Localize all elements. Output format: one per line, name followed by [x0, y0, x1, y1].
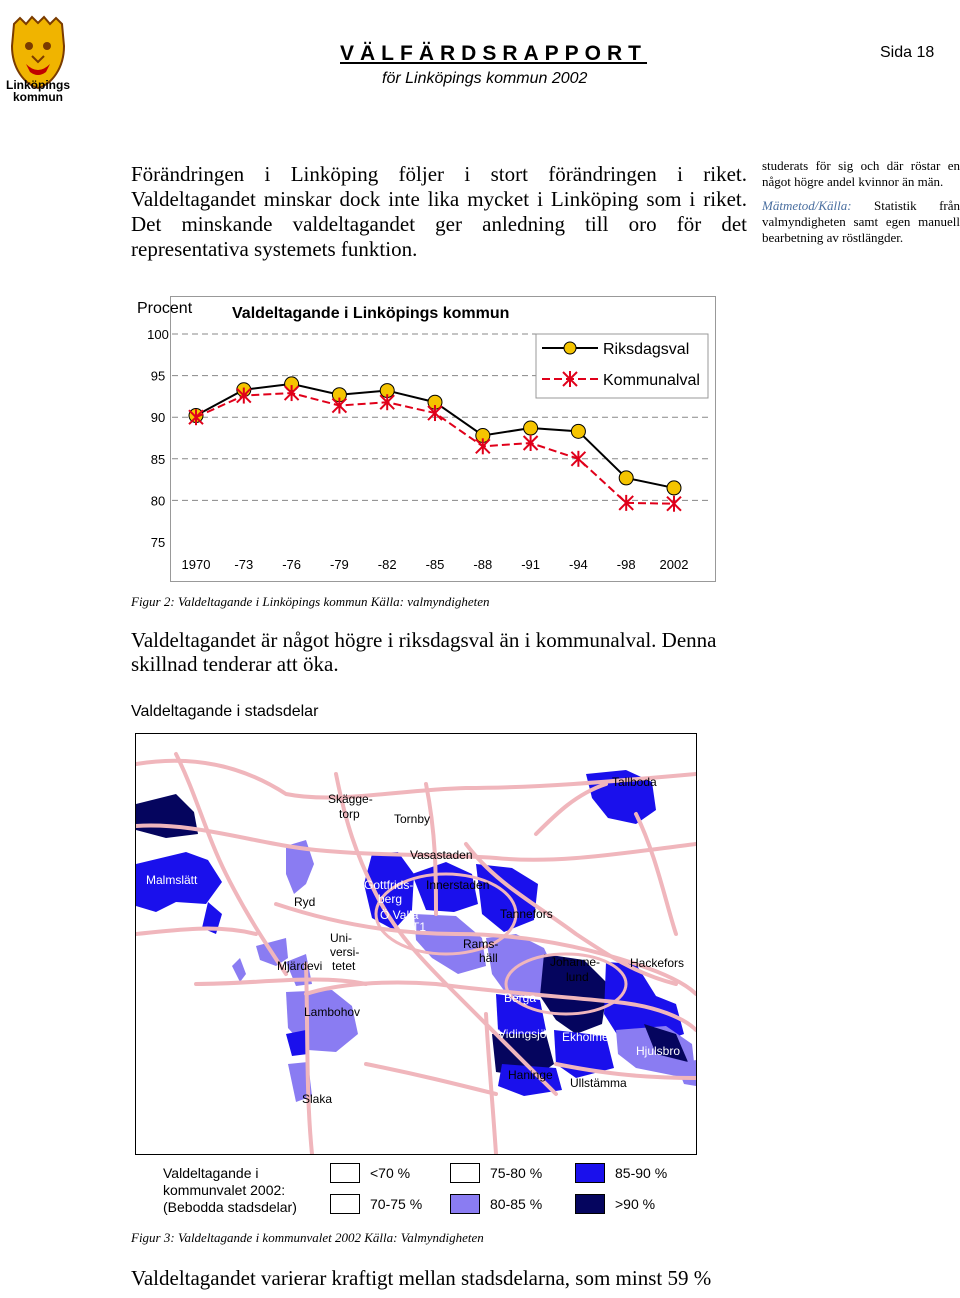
x-tick-label: -79 [330, 557, 349, 572]
report-subtitle: för Linköpings kommun 2002 [382, 70, 588, 87]
chart-title: Valdeltagande i Linköpings kommun [232, 305, 510, 322]
y-tick-label: 90 [150, 410, 166, 426]
label-vidingsjo: Vidingsjö [498, 1027, 547, 1041]
point-kommunalval [524, 435, 538, 451]
label-o-valla: Ö Valla [380, 908, 419, 922]
x-tick-label: -85 [425, 557, 445, 572]
x-tick-label: -98 [616, 557, 636, 572]
label-ekholmen: Ekholmen [562, 1030, 616, 1044]
map-title: Valdeltagande i stadsdelar [131, 703, 319, 720]
legend-label-riksdagsval: Riksdagsval [603, 341, 690, 358]
label-hackefors: Hackefors [630, 956, 685, 970]
district-shape-nw [136, 794, 198, 838]
label-ramshall-1: Rams- [463, 937, 499, 951]
legend-label-gt90: >90 % [615, 1196, 656, 1212]
report-title: VÄLFÄRDSRAPPORT [340, 42, 648, 65]
figure-2-caption: Figur 2: Valdeltagande i Linköpings kommun Källa: valmyndigheten [131, 594, 490, 609]
legend-label-lt70: <70 % [370, 1165, 411, 1181]
legend-swatch-80-85 [450, 1194, 480, 1214]
legend-swatch-gt90 [575, 1194, 605, 1214]
point-kommunalval [285, 385, 299, 401]
label-tannefors: Tannefors [500, 907, 553, 921]
legend-swatch-lt70 [330, 1163, 360, 1183]
map-legend-title [163, 1165, 297, 1216]
chart-y-ticks [147, 327, 169, 550]
label-t1: T1 [412, 920, 427, 934]
x-tick-label: 1970 [181, 557, 211, 572]
y-tick-label: 95 [150, 368, 166, 384]
legend-title-line3: (Bebodda stadsdelar) [163, 1199, 297, 1215]
chart-x-ticks [182, 557, 689, 572]
label-gottfridsberg-2: berg [378, 892, 403, 906]
label-universitetet-3: tetet [332, 959, 356, 973]
label-tallboda: Tallboda [612, 775, 657, 789]
label-malmslatt: Malmslätt [146, 873, 198, 887]
chart-legend [536, 334, 708, 398]
district-shape-mjardevi-2 [232, 958, 246, 982]
y-tick-label: 100 [147, 327, 169, 342]
district-map [135, 733, 697, 1155]
legend-title-line1: Valdeltagande i [163, 1165, 259, 1181]
chart-ylabel: Procent [137, 300, 193, 317]
label-gottfridsberg-1: Gottfrids- [364, 878, 414, 892]
logo-text-line2: kommun [12, 90, 63, 104]
label-ryd: Ryd [294, 895, 316, 909]
x-tick-label: -82 [377, 557, 397, 572]
point-riksdagsval [667, 481, 681, 495]
label-haninge: Haninge [508, 1068, 553, 1082]
y-tick-label: 85 [150, 451, 166, 467]
point-kommunalval [428, 405, 442, 421]
district-shape-tannefors [476, 864, 538, 932]
legend-label-kommunalval: Kommunalval [603, 372, 700, 389]
page-number: Sida 18 [880, 44, 935, 61]
side-note-text: studerats för sig och där röstar en något högre andel kvinnor än män. [762, 158, 960, 189]
x-tick-label: -88 [473, 557, 493, 572]
label-innerstaden: Innerstaden [426, 878, 490, 892]
logo-text-line1: Linköpings [6, 78, 70, 92]
legend-label-70-75: 70-75 % [370, 1196, 423, 1212]
label-vasastaden: Vasastaden [410, 848, 473, 862]
method-text: Statistik från valmyndigheten samt egen manuell bearbetning av röstlängder. [762, 198, 960, 245]
label-ramshall-2: häll [479, 951, 498, 965]
legend-label-80-85: 80-85 % [490, 1196, 543, 1212]
label-johannelund-2: lund [566, 970, 589, 984]
label-skaggetorp-1: Skägge- [328, 792, 373, 806]
legend-label-85-90: 85-90 % [615, 1165, 668, 1181]
x-tick-label: -73 [234, 557, 254, 572]
label-universitetet [330, 931, 359, 973]
label-lambohov: Lambohov [304, 1005, 361, 1019]
legend-title-line2: kommunvalet 2002: [163, 1182, 286, 1198]
label-berga: Berga [504, 991, 537, 1005]
district-shape-lambohov-2 [286, 1030, 308, 1056]
point-riksdagsval [524, 421, 538, 435]
legend-swatch-75-80 [450, 1163, 480, 1183]
legend-swatch-70-75 [330, 1194, 360, 1214]
y-tick-label: 75 [150, 535, 166, 550]
point-riksdagsval [619, 471, 633, 485]
label-hjulsbro: Hjulsbro [636, 1044, 681, 1058]
legend-label-75-80: 75-80 % [490, 1165, 543, 1181]
label-mjardevi: Mjärdevi [277, 959, 323, 973]
label-johannelund-1: Johanne- [550, 955, 601, 969]
label-slaka: Slaka [302, 1092, 333, 1106]
district-map-svg [136, 734, 696, 1154]
y-tick-label: 80 [150, 493, 166, 509]
closing-paragraph: Valdeltagandet varierar kraftigt mellan stadsdelarna, som minst 59 % [131, 1266, 712, 1290]
label-universitetet-2: versi- [330, 945, 360, 959]
x-tick-label: 2002 [659, 557, 689, 572]
label-tornby: Tornby [394, 812, 431, 826]
point-kommunalval [237, 388, 251, 404]
legend-marker-riksdagsval [564, 342, 576, 354]
x-tick-label: -76 [282, 557, 301, 572]
turnout-line-chart [0, 0, 960, 600]
point-kommunalval [332, 398, 346, 414]
point-kommunalval [476, 438, 490, 454]
method-label: Mätmetod/Källa: [762, 198, 852, 213]
label-skaggetorp-2: torp [339, 807, 360, 821]
point-riksdagsval [571, 424, 585, 438]
legend-swatch-85-90 [575, 1163, 605, 1183]
label-skaggetorp [328, 792, 373, 821]
figure-3-caption: Figur 3: Valdeltagande i kommunvalet 2002 Källa: Valmyndigheten [131, 1230, 484, 1245]
label-ullstamma: Ullstämma [570, 1076, 627, 1090]
intro-paragraph: Förändringen i Linköping följer i stort förändringen i riket. Valdeltagandet minskar dock inte lika mycket i Linköping som i riket. Det minskande valdeltagandet ger anledning till oro för det representativa systemets funktion. [131, 162, 747, 261]
x-tick-label: -91 [521, 557, 540, 572]
label-universitetet-1: Uni- [330, 931, 353, 945]
x-tick-label: -94 [569, 557, 588, 572]
paragraph-2: Valdeltagandet är något högre i riksdagsval än i kommunalval. Denna skillnad tenderar att öka. [131, 628, 717, 676]
